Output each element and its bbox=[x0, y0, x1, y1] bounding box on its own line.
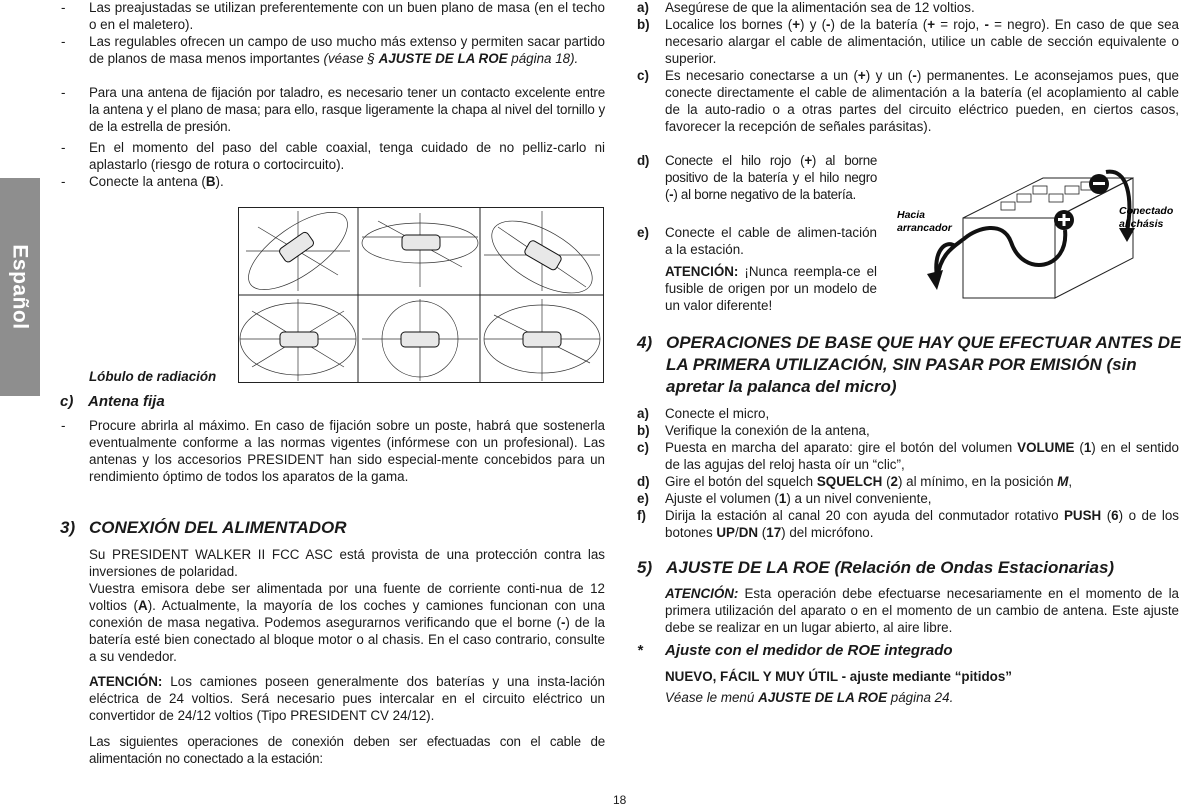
battery-label-right-2: al chásis bbox=[1119, 218, 1164, 230]
bullet-3: - Para una antena de fijación por taladro, es necesario tener un contacto excelente entre la antena y el plano de masa; para ello, rasque ligeramente la chapa al nivel del tornillo y de la estrella de presión. bbox=[60, 84, 605, 135]
battery-illustration bbox=[893, 158, 1181, 308]
battery-label-right-1: Conectado bbox=[1119, 205, 1174, 217]
language-side-tab bbox=[0, 178, 40, 396]
section-3-heading: 3) CONEXIÓN DEL ALIMENTADOR bbox=[60, 518, 347, 537]
step-d: d) Conecte el hilo rojo (+) al borne positivo de la batería y el hilo negro (-) al borne negativo de la batería. bbox=[637, 153, 877, 202]
step-e-atencion: ATENCIÓN: ¡Nunca reempla-ce el fusible de origen por un modelo de un valor diferente! bbox=[665, 264, 877, 313]
page-number: 18 bbox=[613, 793, 627, 807]
battery-label-left-1: Hacia bbox=[897, 209, 926, 221]
section-5-heading: 5) AJUSTE DE LA ROE (Relación de Ondas Estacionarias) bbox=[637, 558, 1115, 577]
bullet-1: - Las preajustadas se utilizan preferentemente con un buen plano de masa (en el techo o en el maletero). bbox=[60, 0, 605, 33]
radiation-lobe-figure bbox=[238, 207, 604, 383]
step-e: e) Conecte el cable de alimen-tación a la estación. bbox=[637, 225, 877, 257]
s4-step-a: a) Conecte el micro, bbox=[637, 406, 770, 421]
section-c-heading: c) Antena fija bbox=[60, 393, 165, 410]
bullet-2: - Las regulables ofrecen un campo de uso mucho más extenso y permiten sacar partido de planos de masa menos importantes (véase § AJUSTE DE LA ROE página 18). bbox=[60, 33, 605, 67]
step-a: a) Asegúrese de que la alimentación sea de 12 voltios. bbox=[637, 0, 975, 15]
antena-fija-text: - Procure abrirla al máximo. En caso de fijación sobre un poste, habrá que sostenerla eventualmente conforme a las normas vigentes (infórmese con un profesional). Las antenas y los accesorios PRESIDENT han sido especial-mente concebidos para un rendimiento óptimo de todos los aparatos de la gama. bbox=[60, 417, 605, 485]
s4-step-e: e) Ajuste el volumen (1) a un nivel conveniente, bbox=[637, 491, 932, 506]
lobe-caption: Lóbulo de radiación bbox=[89, 369, 217, 384]
section-3-p2: Vuestra emisora debe ser alimentada por una fuente de corriente conti-nua de 12 voltios (A). Actualmente, la mayoría de los coches y camiones funcionan con una conexión de masa negativa. Podemos asegurarnos verificando que el borne (-) de la batería esté bien conectado al bloque motor o al chasis. En el caso contrario, consulte a su vendedor. bbox=[89, 581, 606, 664]
language-label: Español bbox=[8, 244, 32, 330]
section-4-heading: 4) OPERACIONES DE BASE QUE HAY QUE EFECTUAR ANTES DE LA PRIMERA UTILIZACIÓN, SIN PASAR POR EMISIÓN (sin apretar la palanca del micro) bbox=[637, 333, 1181, 396]
bullet-5: - Conecte la antena (B). bbox=[60, 173, 605, 190]
bullet-4: - En el momento del paso del cable coaxial, tenga cuidado de no pelliz-carlo ni aplastarlo (riesgo de rotura o cortocircuito). bbox=[60, 139, 605, 173]
section-5-text: ATENCIÓN: Esta operación debe efectuarse necesariamente en el momento de la primera utilización del aparato o en el momento de un cambio de antena. Este ajuste debe se realizar en un lugar abierto, al aire libre. bbox=[665, 586, 1179, 635]
s4-step-b: b) Verifique la conexión de la antena, bbox=[637, 423, 870, 438]
section-3-p4: Las siguientes operaciones de conexión deben ser efectuadas con el cable de alimentación no conectado a la estación: bbox=[89, 734, 605, 766]
battery-label-left-2: arrancador bbox=[897, 222, 952, 234]
s4-step-c: c) Puesta en marcha del aparato: gire el botón del volumen VOLUME (1) en el sentido de las agujas del reloj hasta oír un “clic”, bbox=[637, 440, 1180, 472]
step-b: b) Localice los bornes (+) y (-) de la batería (+ = rojo, - = negro). En caso de que sea necesario alargar el cable de alimentación, utilice un cable de sección equivalente o superior. bbox=[637, 17, 1179, 66]
section-3-p3: ATENCIÓN: Los camiones poseen generalmente dos baterías y una insta-lación eléctrica de 24 voltios. Será necesario pues intercalar en el circuito eléctrico un convertidor de 24/12 voltios (Tipo PRESIDENT CV 24/12). bbox=[89, 674, 605, 723]
roe-meter-heading: * Ajuste con el medidor de ROE integrado bbox=[637, 642, 953, 659]
section-3-p1: Su PRESIDENT WALKER II FCC ASC está provista de una protección contra las inversiones de polaridad. bbox=[89, 547, 605, 579]
s4-step-d: d) Gire el botón del squelch SQUELCH (2) al mínimo, en la posición M, bbox=[637, 474, 1073, 489]
vease-line: Véase le menú AJUSTE DE LA ROE página 24. bbox=[665, 690, 954, 705]
nuevo-line: NUEVO, FÁCIL Y MUY ÚTIL - ajuste mediante “pitidos” bbox=[665, 669, 1012, 684]
step-c: c) Es necesario conectarse a un (+) y un (-) permanentes. Le aconsejamos pues, que conecte directamente el cable de alimentación a la batería (el acoplamiento al cable de la auto-radio o a otras partes del circuito eléctrico pueden, en ciertos casos, favorecer la recepción de señales parásitas). bbox=[637, 68, 1179, 134]
s4-step-f: f) Dirija la estación al canal 20 con ayuda del conmutador rotativo PUSH (6) o de los botones UP/DN (17) del micrófono. bbox=[637, 508, 1179, 540]
